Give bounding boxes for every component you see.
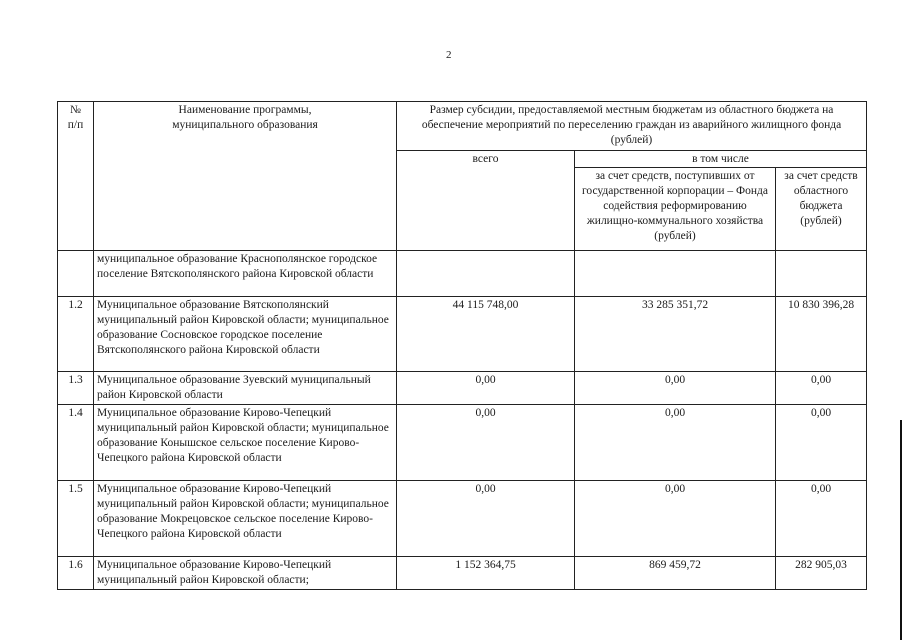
row-name: Муниципальное образование Кирово-Чепецкий муниципальный район Кировской области; муниципальное образование Конышское сельское поселение Кирово-Чепецкого района Кировской области <box>94 405 397 481</box>
header-subsidy: Размер субсидии, предоставляемой местным бюджетам из областного бюджета на обеспечение мероприятий по переселению граждан из аварийного жилищного фонда (рублей) <box>397 102 867 151</box>
row-regional: 0,00 <box>776 372 867 405</box>
header-fund: за счет средств, поступивших от государственной корпорации – Фонда содействия реформированию жилищно-коммунального хозяйства (рублей) <box>575 168 776 251</box>
row-name: Муниципальное образование Вятскополянский муниципальный район Кировской области; муниципальное образование Сосновское городское поселение Вятскополянского района Кировской области <box>94 297 397 372</box>
row-number <box>58 251 94 297</box>
row-number: 1.4 <box>58 405 94 481</box>
row-name: Муниципальное образование Кирово-Чепецкий муниципальный район Кировской области; <box>94 557 397 590</box>
row-number: 1.3 <box>58 372 94 405</box>
row-fund: 0,00 <box>575 405 776 481</box>
table-row <box>58 557 867 590</box>
row-number: 1.6 <box>58 557 94 590</box>
table-row <box>58 372 867 405</box>
table-row <box>58 297 867 372</box>
header-including: в том числе <box>575 151 867 168</box>
row-total: 0,00 <box>397 481 575 557</box>
row-fund: 0,00 <box>575 372 776 405</box>
subsidy-table <box>57 101 867 590</box>
row-regional: 0,00 <box>776 481 867 557</box>
row-fund: 869 459,72 <box>575 557 776 590</box>
page-number: 2 <box>446 49 452 61</box>
row-total: 44 115 748,00 <box>397 297 575 372</box>
table-body <box>58 251 867 590</box>
header-name <box>94 102 397 251</box>
header-regional: за счет средств областного бюджета (рублей) <box>776 168 867 251</box>
row-fund: 0,00 <box>575 481 776 557</box>
header-name-label: Наименование программы, муниципального образования <box>172 104 318 131</box>
row-number: 1.5 <box>58 481 94 557</box>
row-regional <box>776 251 867 297</box>
row-regional: 0,00 <box>776 405 867 481</box>
row-name: Муниципальное образование Кирово-Чепецкий муниципальный район Кировской области; муниципальное образование Мокрецовское сельское поселение Кирово-Чепецкого района Кировской области <box>94 481 397 557</box>
row-number: 1.2 <box>58 297 94 372</box>
row-total: 0,00 <box>397 405 575 481</box>
row-regional: 10 830 396,28 <box>776 297 867 372</box>
table-row <box>58 405 867 481</box>
header-number-label: № п/п <box>67 104 84 131</box>
row-total: 1 152 364,75 <box>397 557 575 590</box>
row-fund: 33 285 351,72 <box>575 297 776 372</box>
header-number <box>58 102 94 251</box>
header-total: всего <box>397 151 575 251</box>
row-fund <box>575 251 776 297</box>
row-total: 0,00 <box>397 372 575 405</box>
row-total <box>397 251 575 297</box>
table-row <box>58 481 867 557</box>
row-name: муниципальное образование Краснополянское городское поселение Вятскополянского района Кировской области <box>94 251 397 297</box>
scan-margin-line <box>900 420 902 640</box>
table-row <box>58 251 867 297</box>
table-header-row <box>58 102 867 151</box>
row-regional: 282 905,03 <box>776 557 867 590</box>
row-name: Муниципальное образование Зуевский муниципальный район Кировской области <box>94 372 397 405</box>
